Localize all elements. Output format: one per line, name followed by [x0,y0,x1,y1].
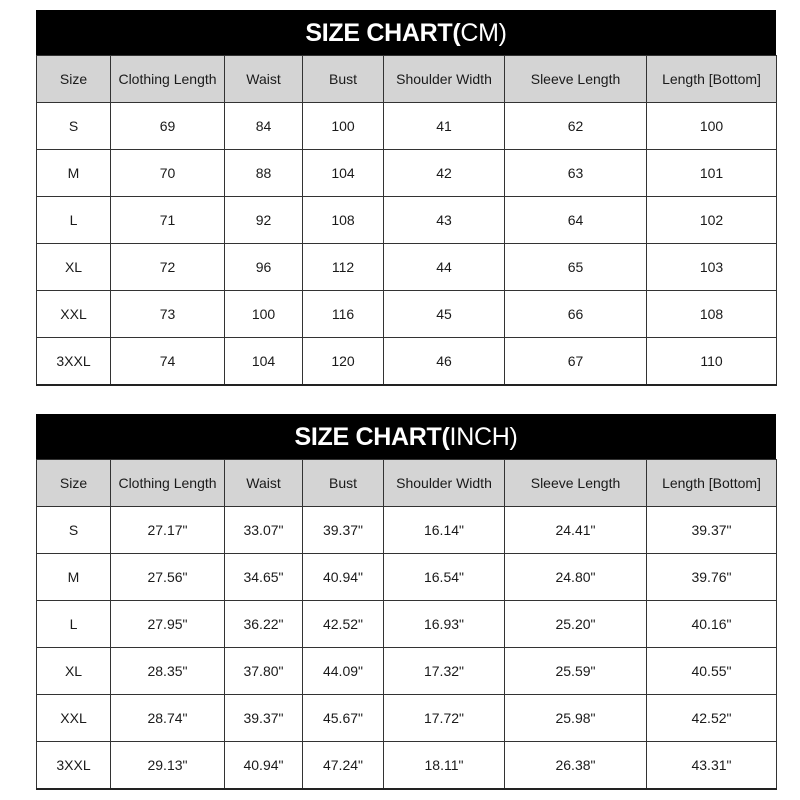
chart-title-cm [36,10,776,55]
column-header: Size [37,56,111,103]
measurement-cell: 65 [505,244,647,291]
measurement-cell: 84 [225,103,303,150]
column-header: Length [Bottom] [647,460,777,507]
measurement-cell: 40.55" [647,648,777,695]
measurement-cell: 40.94" [303,554,384,601]
measurement-cell: 29.13" [111,742,225,790]
measurement-cell: 24.80" [505,554,647,601]
measurement-cell: 88 [225,150,303,197]
column-header: Bust [303,460,384,507]
column-header: Length [Bottom] [647,56,777,103]
measurement-cell: 63 [505,150,647,197]
table-row [37,244,777,291]
measurement-cell: 108 [303,197,384,244]
table-header [37,56,777,103]
measurement-cell: 45 [384,291,505,338]
chart-title-inch [36,414,776,459]
header-row [37,56,777,103]
measurement-cell: 108 [647,291,777,338]
measurement-cell: 39.37" [303,507,384,554]
table-row [37,291,777,338]
measurement-cell: 44 [384,244,505,291]
table-row [37,554,777,601]
measurement-cell: 64 [505,197,647,244]
table-row [37,507,777,554]
size-chart-cm [36,10,776,386]
measurement-cell: 39.37" [225,695,303,742]
column-header: Waist [225,460,303,507]
measurement-cell: 74 [111,338,225,386]
measurement-cell: 17.32" [384,648,505,695]
measurement-cell: 70 [111,150,225,197]
size-cell: XL [37,244,111,291]
measurement-cell: 28.35" [111,648,225,695]
table-row [37,197,777,244]
column-header: Clothing Length [111,56,225,103]
chart-title-unit: INCH) [449,423,518,451]
measurement-cell: 17.72" [384,695,505,742]
measurement-cell: 25.98" [505,695,647,742]
table-body [37,507,777,790]
measurement-cell: 96 [225,244,303,291]
measurement-cell: 43.31" [647,742,777,790]
measurement-cell: 92 [225,197,303,244]
measurement-cell: 27.17" [111,507,225,554]
measurement-cell: 16.93" [384,601,505,648]
measurement-cell: 44.09" [303,648,384,695]
measurement-cell: 102 [647,197,777,244]
measurement-cell: 36.22" [225,601,303,648]
column-header: Clothing Length [111,460,225,507]
measurement-cell: 45.67" [303,695,384,742]
chart-title-bold: SIZE CHART( [294,423,450,451]
size-cell: XXL [37,291,111,338]
measurement-cell: 100 [303,103,384,150]
measurement-cell: 116 [303,291,384,338]
size-chart-inch [36,414,776,790]
table-row [37,695,777,742]
measurement-cell: 16.14" [384,507,505,554]
column-header: Size [37,460,111,507]
size-cell: S [37,103,111,150]
measurement-cell: 101 [647,150,777,197]
measurement-cell: 41 [384,103,505,150]
measurement-cell: 66 [505,291,647,338]
measurement-cell: 18.11" [384,742,505,790]
table-row [37,338,777,386]
measurement-cell: 27.56" [111,554,225,601]
measurement-cell: 69 [111,103,225,150]
size-cell: L [37,601,111,648]
measurement-cell: 103 [647,244,777,291]
size-cell: XL [37,648,111,695]
measurement-cell: 26.38" [505,742,647,790]
measurement-cell: 40.16" [647,601,777,648]
table-row [37,103,777,150]
measurement-cell: 24.41" [505,507,647,554]
measurement-cell: 40.94" [225,742,303,790]
column-header: Waist [225,56,303,103]
measurement-cell: 43 [384,197,505,244]
table-body [37,103,777,386]
measurement-cell: 100 [225,291,303,338]
measurement-cell: 42 [384,150,505,197]
measurement-cell: 47.24" [303,742,384,790]
measurement-cell: 67 [505,338,647,386]
measurement-cell: 33.07" [225,507,303,554]
size-cell: L [37,197,111,244]
measurement-cell: 28.74" [111,695,225,742]
measurement-cell: 25.59" [505,648,647,695]
size-table-cm [36,55,777,386]
measurement-cell: 73 [111,291,225,338]
table-row [37,601,777,648]
table-row [37,648,777,695]
header-row [37,460,777,507]
measurement-cell: 16.54" [384,554,505,601]
size-cell: M [37,150,111,197]
measurement-cell: 112 [303,244,384,291]
table-row [37,150,777,197]
size-cell: XXL [37,695,111,742]
measurement-cell: 42.52" [647,695,777,742]
measurement-cell: 71 [111,197,225,244]
measurement-cell: 100 [647,103,777,150]
chart-title-unit: CM) [460,19,507,47]
measurement-cell: 37.80" [225,648,303,695]
measurement-cell: 104 [303,150,384,197]
column-header: Bust [303,56,384,103]
size-cell: 3XXL [37,742,111,790]
column-header: Sleeve Length [505,56,647,103]
size-cell: S [37,507,111,554]
measurement-cell: 25.20" [505,601,647,648]
chart-title-bold: SIZE CHART( [305,19,461,47]
measurement-cell: 27.95" [111,601,225,648]
measurement-cell: 39.76" [647,554,777,601]
measurement-cell: 46 [384,338,505,386]
column-header: Sleeve Length [505,460,647,507]
measurement-cell: 72 [111,244,225,291]
measurement-cell: 62 [505,103,647,150]
size-table-inch [36,459,777,790]
measurement-cell: 34.65" [225,554,303,601]
measurement-cell: 120 [303,338,384,386]
table-header [37,460,777,507]
table-row [37,742,777,790]
column-header: Shoulder Width [384,56,505,103]
size-cell: 3XXL [37,338,111,386]
size-cell: M [37,554,111,601]
measurement-cell: 42.52" [303,601,384,648]
column-header: Shoulder Width [384,460,505,507]
measurement-cell: 39.37" [647,507,777,554]
measurement-cell: 104 [225,338,303,386]
measurement-cell: 110 [647,338,777,386]
